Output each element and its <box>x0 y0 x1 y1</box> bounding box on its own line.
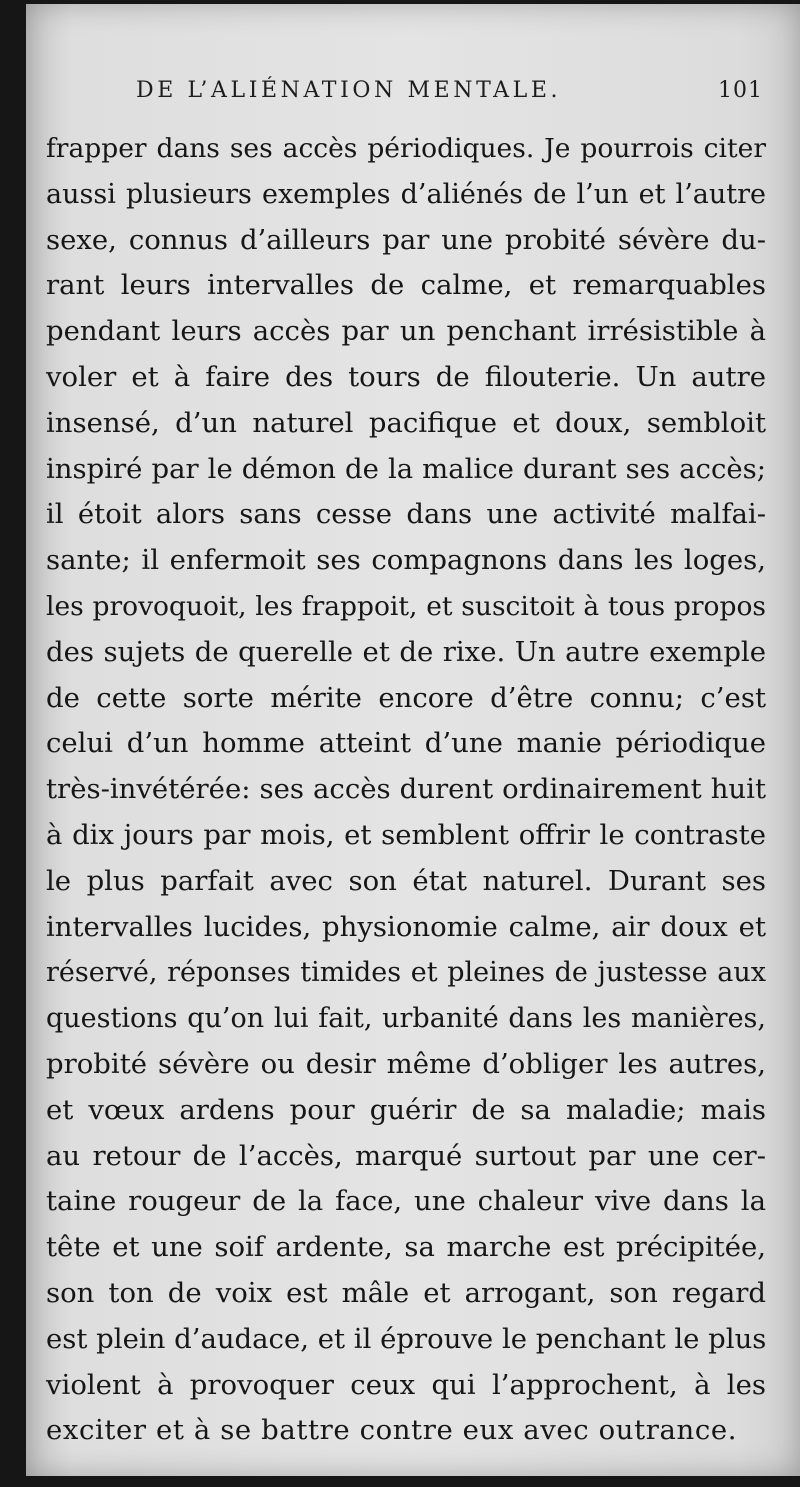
text-line: pendant leurs accès par un penchant irrésistible à <box>46 315 766 348</box>
text-line: celui d’un homme atteint d’une manie périodique <box>46 727 766 760</box>
text-line: à dix jours par mois, et semblent offrir le contraste <box>46 818 766 851</box>
text-line: violent à provoquer ceux qui l’approchent, à les <box>46 1368 766 1401</box>
running-head-title: DE L’ALIÉNATION MENTALE. <box>136 78 562 103</box>
text-line: le plus parfait avec son état naturel. Durant ses <box>46 864 766 897</box>
text-line: aussi plusieurs exemples d’aliénés de l’un et l’autre <box>46 178 766 210</box>
text-line: très-invétérée: ses accès durent ordinairement huit <box>46 773 766 806</box>
text-line: est plein d’audace, et il éprouve le penchant le plus <box>46 1322 767 1355</box>
text-line: son ton de voix est mâle et arrogant, son regard <box>46 1276 766 1309</box>
text-line: exciter et à se battre contre eux avec outrance. <box>46 1414 738 1447</box>
text-line: questions qu’on lui fait, urbanité dans les manières, <box>46 1003 766 1035</box>
text-line: sexe, connus d’ailleurs par une probité sévère du- <box>46 223 766 256</box>
text-line: réservé, réponses timides et pleines de justesse aux <box>46 957 766 989</box>
text-line: insensé, d’un naturel pacifique et doux, sembloit <box>46 406 766 439</box>
text-line: inspiré par le démon de la malice durant ses accès; <box>46 452 766 485</box>
running-head <box>26 78 800 110</box>
page-number: 101 <box>718 78 763 103</box>
body-text <box>46 126 766 1454</box>
text-line: probité sévère ou desir même d’obliger les autres, <box>46 1047 766 1080</box>
page-sheet <box>26 4 800 1476</box>
text-line: sante; il enfermoit ses compagnons dans les loges, <box>46 544 766 577</box>
text-line: rant leurs intervalles de calme, et remarquables <box>46 269 766 302</box>
text-line: de cette sorte mérite encore d’être connu; c’est <box>46 681 766 714</box>
text-line: des sujets de querelle et de rixe. Un autre exemple <box>46 635 766 668</box>
text-line: les provoquoit, les frappoit, et suscitoit à tous propos <box>46 590 766 622</box>
text-line: tête et une soif ardente, sa marche est précipitée, <box>46 1231 766 1264</box>
text-line: taine rougeur de la face, une chaleur vive dans la <box>46 1185 766 1218</box>
text-line: frapper dans ses accès périodiques. Je pourrois citer <box>46 133 766 164</box>
text-line: il étoit alors sans cesse dans une activité malfai- <box>46 498 766 531</box>
text-line: intervalles lucides, physionomie calme, air doux et <box>46 910 766 943</box>
text-line: et vœux ardens pour guérir de sa maladie; mais <box>46 1093 766 1126</box>
text-line: voler et à faire des tours de filouterie. Un autre <box>46 360 766 393</box>
text-line: au retour de l’accès, marqué surtout par une cer- <box>46 1139 766 1172</box>
